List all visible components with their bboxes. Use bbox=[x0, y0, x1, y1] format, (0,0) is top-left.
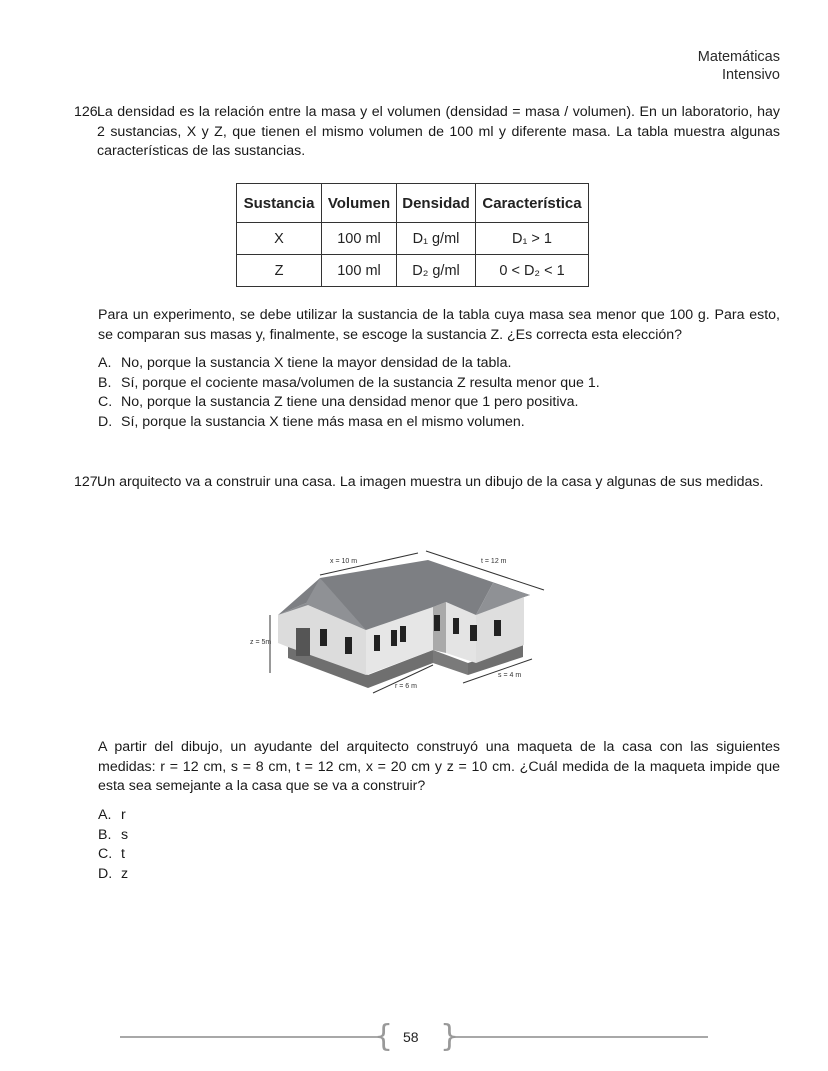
label-z: z = 5m bbox=[250, 639, 272, 646]
column-header: Densidad bbox=[397, 184, 476, 223]
option-text: r bbox=[121, 807, 126, 823]
question-127-options bbox=[98, 806, 128, 884]
substances-table bbox=[236, 183, 589, 287]
option-letter: D. bbox=[98, 865, 113, 882]
column-header: Sustancia bbox=[237, 184, 322, 223]
option-text: Sí, porque la sustancia X tiene más masa en el mismo volumen. bbox=[121, 413, 525, 430]
question-127 bbox=[74, 473, 780, 493]
option-text: Sí, porque el cociente masa/volumen de la sustancia Z resulta menor que 1. bbox=[121, 374, 600, 391]
label-s: s = 4 m bbox=[498, 672, 522, 679]
table-row bbox=[237, 255, 589, 287]
table-cell: X bbox=[237, 223, 322, 255]
column-header: Característica bbox=[476, 184, 589, 223]
left-brace-icon: { bbox=[374, 1019, 394, 1054]
question-number: 127. bbox=[74, 474, 102, 490]
option-b[interactable] bbox=[98, 826, 128, 846]
label-x: x = 10 m bbox=[330, 558, 358, 565]
option-letter: D. bbox=[98, 413, 113, 430]
right-brace-icon: } bbox=[440, 1019, 460, 1054]
option-text: No, porque la sustancia Z tiene una densidad menor que 1 pero positiva. bbox=[121, 394, 579, 411]
option-letter: B. bbox=[98, 826, 112, 843]
option-d[interactable] bbox=[98, 413, 600, 433]
question-text: La densidad es la relación entre la masa y el volumen (densidad = masa / volumen). En un laboratorio, hay 2 sustancias, X y Z, que tienen el mismo volumen de 100 ml y diferente masa. La tabla muestra algunas características de las sustancias. bbox=[97, 104, 780, 159]
option-text: No, porque la sustancia X tiene la mayor densidad de la tabla. bbox=[121, 355, 512, 371]
option-letter: C. bbox=[98, 394, 113, 411]
house-illustration bbox=[248, 545, 568, 695]
question-126-stem bbox=[74, 103, 780, 162]
option-c[interactable] bbox=[98, 845, 128, 865]
label-r: r = 6 m bbox=[395, 683, 417, 690]
label-t: t = 12 m bbox=[481, 558, 507, 565]
table-cell: 100 ml bbox=[322, 255, 397, 287]
option-a[interactable] bbox=[98, 354, 600, 374]
question-127-prompt: A partir del dibujo, un ayudante del arquitecto construyó una maqueta de la casa con las siguientes medidas: r = 12 cm, s = 8 cm, t = 12 cm, x = 20 cm y z = 10 cm. ¿Cuál medida de la maqueta impide que esta sea semejante a la casa que se va a construir? bbox=[98, 739, 780, 794]
option-text: z bbox=[121, 865, 129, 882]
table-cell: D₁ g/ml bbox=[397, 223, 476, 255]
question-number: 126. bbox=[74, 104, 102, 120]
level-label: Intensivo bbox=[721, 67, 780, 83]
option-letter: B. bbox=[98, 374, 112, 391]
option-letter: A. bbox=[98, 807, 112, 823]
house-diagram bbox=[248, 545, 568, 695]
option-a[interactable] bbox=[98, 806, 128, 826]
question-127-stem bbox=[74, 473, 780, 493]
table-cell: Z bbox=[237, 255, 322, 287]
table-row bbox=[237, 223, 589, 255]
question-text: Un arquitecto va a construir una casa. La imagen muestra un dibujo de la casa y algunas de sus medidas. bbox=[97, 474, 764, 490]
subject-label: Matemáticas bbox=[697, 49, 780, 65]
question-126-prompt: Para un experimento, se debe utilizar la sustancia de la tabla cuya masa sea menor que 100 g. Para esto, se comparan sus masas y, finalmente, se escoge la sustancia Z. ¿Es correcta esta elección? bbox=[98, 307, 780, 343]
option-d[interactable] bbox=[98, 865, 128, 885]
table-header-row bbox=[237, 184, 589, 223]
option-letter: C. bbox=[98, 846, 113, 863]
option-text: s bbox=[121, 826, 129, 843]
table-cell: 0 < D₂ < 1 bbox=[476, 255, 589, 287]
option-letter: A. bbox=[98, 355, 112, 371]
table-cell: 100 ml bbox=[322, 223, 397, 255]
table-cell: D₁ > 1 bbox=[476, 223, 589, 255]
footer-divider-right bbox=[452, 1036, 708, 1038]
question-126 bbox=[74, 103, 780, 162]
option-c[interactable] bbox=[98, 393, 600, 413]
page-header bbox=[698, 48, 780, 84]
table-cell: D₂ g/ml bbox=[397, 255, 476, 287]
page-number: 58 bbox=[403, 1029, 419, 1045]
column-header: Volumen bbox=[322, 184, 397, 223]
option-b[interactable] bbox=[98, 374, 600, 394]
footer-divider-left bbox=[120, 1036, 378, 1038]
question-126-options bbox=[98, 354, 600, 432]
option-text: t bbox=[121, 846, 125, 863]
